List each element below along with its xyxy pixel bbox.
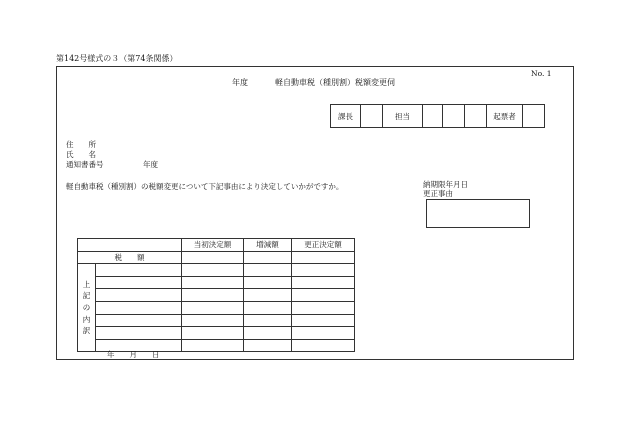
table-cell[interactable]	[182, 251, 244, 264]
date-line: 年 月 日	[107, 350, 160, 359]
notice-number-label: 通知書番号	[66, 160, 104, 169]
header-change-amount: 増減額	[244, 239, 292, 252]
table-cell[interactable]	[96, 301, 182, 314]
table-cell[interactable]	[244, 264, 292, 277]
form-number: No. 1	[531, 69, 552, 78]
table-cell[interactable]	[292, 276, 355, 289]
address-label: 住 所	[66, 140, 96, 149]
table-cell[interactable]	[292, 251, 355, 264]
table-row	[78, 264, 355, 277]
table-cell[interactable]	[244, 314, 292, 327]
table-cell[interactable]	[292, 289, 355, 302]
table-cell[interactable]	[96, 276, 182, 289]
table-row	[78, 301, 355, 314]
reason-input-box[interactable]	[426, 199, 530, 228]
chief-label: 課長	[331, 105, 361, 128]
header-blank-cell	[78, 239, 182, 252]
table-cell[interactable]	[96, 289, 182, 302]
table-header-row	[78, 239, 355, 252]
header-corrected-amount: 更正決定額	[292, 239, 355, 252]
approval-stamp-table	[330, 104, 545, 128]
header-initial-amount: 当初決定額	[182, 239, 244, 252]
reason-label: 更正事由	[423, 189, 453, 198]
statement-text: 軽自動車税（種別割）の税額変更について下記事由により決定していかがですか。	[66, 182, 344, 191]
table-cell[interactable]	[292, 339, 355, 352]
table-cell[interactable]	[182, 339, 244, 352]
table-cell[interactable]	[182, 301, 244, 314]
drafter-stamp-cell[interactable]	[523, 105, 545, 128]
table-cell[interactable]	[292, 301, 355, 314]
table-cell[interactable]	[244, 327, 292, 340]
page-title: 軽自動車税（種別割）税額変更伺	[275, 78, 395, 87]
staff-stamp-cell[interactable]	[423, 105, 443, 128]
breakdown-side-text: 上記の内訳	[82, 279, 91, 336]
table-cell[interactable]	[96, 264, 182, 277]
drafter-label: 起票者	[487, 105, 523, 128]
chief-stamp-cell[interactable]	[361, 105, 383, 128]
due-date-label: 納期限年月日	[423, 180, 468, 189]
table-cell[interactable]	[244, 276, 292, 289]
table-cell[interactable]	[182, 276, 244, 289]
form-reference: 第142号様式の３（第74条関係）	[56, 54, 178, 63]
detail-table	[77, 238, 355, 352]
name-label: 氏 名	[66, 150, 96, 159]
table-cell[interactable]	[292, 327, 355, 340]
table-row	[78, 251, 355, 264]
table-row	[78, 276, 355, 289]
table-cell[interactable]	[292, 264, 355, 277]
table-cell[interactable]	[244, 301, 292, 314]
table-cell[interactable]	[182, 289, 244, 302]
table-cell[interactable]	[96, 314, 182, 327]
table-cell[interactable]	[244, 251, 292, 264]
breakdown-side-label	[78, 264, 96, 352]
table-cell[interactable]	[244, 289, 292, 302]
staff-stamp-cell[interactable]	[465, 105, 487, 128]
table-cell[interactable]	[292, 314, 355, 327]
table-cell[interactable]	[96, 327, 182, 340]
notice-year-label: 年度	[143, 160, 158, 169]
staff-stamp-cell[interactable]	[443, 105, 465, 128]
table-cell[interactable]	[182, 327, 244, 340]
title-year-label: 年度	[232, 78, 248, 87]
table-row	[78, 314, 355, 327]
tax-amount-label: 税 額	[78, 251, 182, 264]
table-row	[78, 289, 355, 302]
staff-label: 担当	[383, 105, 423, 128]
table-cell[interactable]	[182, 264, 244, 277]
table-row	[78, 327, 355, 340]
table-cell[interactable]	[244, 339, 292, 352]
table-cell[interactable]	[182, 314, 244, 327]
